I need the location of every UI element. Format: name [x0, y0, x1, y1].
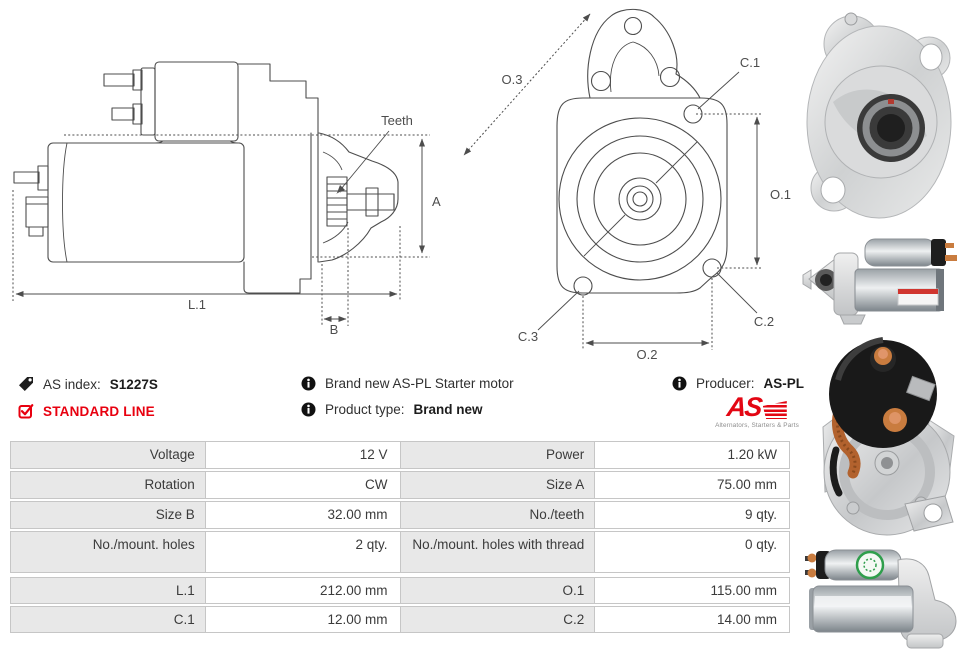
- aspl-logo-text: AS: [725, 392, 763, 422]
- spec-value: 12.00 mm: [205, 606, 401, 633]
- checked-checkbox-icon: [18, 403, 34, 419]
- spec-label: C.1: [10, 606, 206, 633]
- spec-label: Rotation: [10, 471, 206, 499]
- spec-row-c1-c2: [10, 606, 790, 633]
- info-icon: [301, 402, 316, 417]
- spec-value: 115.00 mm: [594, 577, 790, 604]
- as-index-label: AS index:: [43, 376, 101, 392]
- aspl-logo: [710, 394, 804, 429]
- dim-label-c3: C.3: [517, 329, 539, 344]
- dim-label-b: B: [329, 322, 339, 337]
- front-view-drawing: [440, 0, 800, 370]
- spec-value: 0 qty.: [594, 531, 790, 573]
- teeth-label: Teeth: [381, 113, 413, 128]
- product-type-label: Product type:: [325, 402, 405, 417]
- spec-row-rotation-sizea: [10, 471, 790, 499]
- dim-label-c1: C.1: [739, 55, 761, 70]
- spec-label: No./mount. holes: [10, 531, 206, 573]
- spec-label: Voltage: [10, 441, 206, 469]
- side-view-drawing: [0, 0, 455, 370]
- dim-label-l1: L.1: [187, 297, 207, 312]
- spec-label: O.1: [400, 577, 596, 604]
- spec-value: 75.00 mm: [594, 471, 790, 499]
- info-icon: [672, 376, 687, 391]
- photo-rear-view: [795, 332, 960, 539]
- spec-label: Size B: [10, 501, 206, 529]
- spec-value: 9 qty.: [594, 501, 790, 529]
- spec-value: 32.00 mm: [205, 501, 401, 529]
- as-index-value: S1227S: [109, 376, 158, 392]
- info-column-description: [301, 376, 514, 417]
- spec-label: Power: [400, 441, 596, 469]
- product-type-value: Brand new: [413, 402, 483, 417]
- spec-value: 2 qty.: [205, 531, 401, 573]
- product-description: Brand new AS-PL Starter motor: [325, 376, 514, 391]
- spec-row-mount-holes: [10, 531, 790, 573]
- spec-row-sizeb-teeth: [10, 501, 790, 529]
- tag-icon: [18, 376, 34, 392]
- info-icon: [301, 376, 316, 391]
- spec-label: L.1: [10, 577, 206, 604]
- dim-label-a: A: [432, 194, 441, 209]
- product-line-badge: STANDARD LINE: [43, 403, 155, 419]
- product-photos: [795, 0, 960, 636]
- photo-side-view: [795, 231, 960, 327]
- spec-label: No./teeth: [400, 501, 596, 529]
- spec-label: No./mount. holes with thread: [400, 531, 596, 573]
- info-column-index: [18, 376, 158, 419]
- aspl-logo-tagline: Alternators, Starters & Parts: [715, 422, 799, 429]
- spec-value: 12 V: [205, 441, 401, 469]
- dim-label-c2: C.2: [753, 314, 775, 329]
- spec-value: 14.00 mm: [594, 606, 790, 633]
- spec-table: [10, 441, 790, 635]
- dim-label-o2: O.2: [636, 347, 658, 362]
- spec-value: 1.20 kW: [594, 441, 790, 469]
- spec-value: 212.00 mm: [205, 577, 401, 604]
- photo-front-view: [795, 0, 960, 226]
- spec-value: CW: [205, 471, 401, 499]
- producer-label: Producer:: [696, 376, 755, 391]
- spec-row-l1-o1: [10, 577, 790, 604]
- spec-label: C.2: [400, 606, 596, 633]
- dim-label-o3: O.3: [501, 72, 523, 87]
- aspl-logo-stripes: [763, 401, 787, 419]
- spec-label: Size A: [400, 471, 596, 499]
- info-column-producer: [672, 376, 804, 429]
- spec-row-voltage-power: [10, 441, 790, 469]
- photo-side-view-alt: [795, 544, 960, 651]
- producer-value: AS-PL: [763, 376, 805, 391]
- dim-label-o1: O.1: [770, 187, 791, 202]
